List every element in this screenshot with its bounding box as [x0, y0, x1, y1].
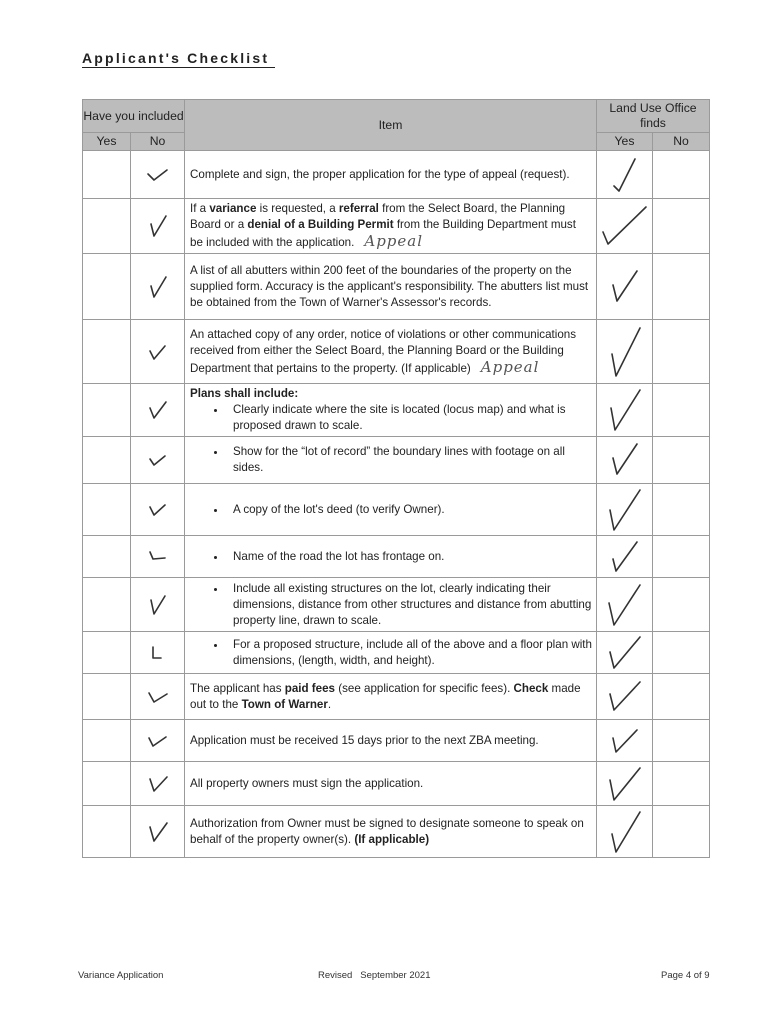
list-item: • Show for the “lot of record” the boundary lines with footage on all sides.	[227, 444, 592, 476]
applicant-yes-cell[interactable]	[83, 536, 131, 578]
checkmark-icon	[145, 549, 171, 563]
table-row	[83, 674, 710, 720]
table-row	[83, 151, 710, 199]
item-text	[185, 632, 597, 674]
applicant-yes-cell[interactable]	[83, 806, 131, 858]
applicant-no-cell[interactable]	[131, 254, 185, 320]
checkmark-icon	[604, 486, 646, 534]
item-text: Complete and sign, the proper application for the type of appeal (request).	[185, 151, 597, 199]
office-no-cell[interactable]	[653, 806, 710, 858]
table-row	[83, 720, 710, 762]
checkmark-icon	[145, 212, 171, 240]
checkmark-icon	[604, 678, 646, 716]
checkmark-icon	[145, 592, 171, 618]
table-row	[83, 384, 710, 437]
table-row	[83, 632, 710, 674]
checkmark-icon	[605, 440, 645, 480]
office-yes-cell[interactable]	[597, 254, 653, 320]
checkmark-icon	[604, 634, 646, 672]
list-item: • Include all existing structures on the lot, clearly indicating their dimensions, distance from other structures and distance from abutting property line, drawn to scale.	[227, 581, 592, 629]
plans-heading: Plans shall include:	[190, 387, 299, 400]
item-text	[185, 437, 597, 484]
footer-revised: Revised September 2021	[318, 970, 431, 981]
item-text: The applicant has paid fees (see application for specific fees). Check made out to the Town of Warner.	[185, 674, 597, 720]
applicant-yes-cell[interactable]	[83, 674, 131, 720]
office-no-cell[interactable]	[653, 720, 710, 762]
applicant-no-cell[interactable]	[131, 484, 185, 536]
handwritten-note: Appeal	[480, 357, 540, 376]
applicant-yes-cell[interactable]	[83, 762, 131, 806]
list-item: • A copy of the lot's deed (to verify Owner).	[227, 502, 592, 518]
office-no-cell[interactable]	[653, 674, 710, 720]
office-no-cell[interactable]	[653, 384, 710, 437]
checkmark-icon	[604, 764, 646, 804]
checkmark-icon	[607, 726, 643, 756]
applicant-no-cell[interactable]	[131, 806, 185, 858]
applicant-no-cell[interactable]	[131, 320, 185, 384]
applicant-yes-cell[interactable]	[83, 151, 131, 199]
checkmark-icon	[145, 273, 171, 301]
checkmark-icon	[145, 732, 171, 750]
office-yes-cell[interactable]	[597, 762, 653, 806]
checkmark-icon	[145, 644, 171, 662]
office-no-cell[interactable]	[653, 151, 710, 199]
office-yes-cell[interactable]	[597, 720, 653, 762]
table-row	[83, 806, 710, 858]
table-row	[83, 199, 710, 254]
checkmark-icon	[145, 165, 171, 185]
table-row	[83, 484, 710, 536]
office-no-cell[interactable]	[653, 254, 710, 320]
item-text: A list of all abutters within 200 feet of the boundaries of the property on the supplied form. Accuracy is the applicant's responsibility. The abutters list must be obtained from the Town of Warner's Assessor's records.	[185, 254, 597, 320]
item-text: Authorization from Owner must be signed to designate someone to speak on behalf of the property owner(s). (If applicable)	[185, 806, 597, 858]
office-yes-cell[interactable]	[597, 536, 653, 578]
applicant-yes-cell[interactable]	[83, 384, 131, 437]
checkmark-icon	[145, 688, 171, 706]
table-row	[83, 762, 710, 806]
checkmark-icon	[145, 501, 171, 519]
office-yes-cell[interactable]	[597, 806, 653, 858]
checkmark-icon	[145, 451, 171, 469]
item-text	[185, 484, 597, 536]
office-no-cell[interactable]	[653, 320, 710, 384]
applicant-no-cell[interactable]	[131, 199, 185, 254]
office-no-cell[interactable]	[653, 762, 710, 806]
footer-doc-name: Variance Application	[78, 970, 164, 981]
applicant-no-cell[interactable]	[131, 384, 185, 437]
footer-page-number: Page 4 of 9	[661, 970, 710, 981]
table-row	[83, 578, 710, 632]
office-yes-cell[interactable]	[597, 484, 653, 536]
header-land-use-office-finds: Land Use Office finds	[597, 100, 710, 133]
office-yes-cell[interactable]	[597, 437, 653, 484]
header-office-no: No	[653, 133, 710, 151]
checkmark-icon	[145, 773, 171, 795]
applicant-no-cell[interactable]	[131, 674, 185, 720]
applicant-no-cell[interactable]	[131, 151, 185, 199]
item-text: Application must be received 15 days prior to the next ZBA meeting.	[185, 720, 597, 762]
checkmark-icon	[605, 539, 645, 575]
checkmark-icon	[604, 386, 646, 434]
list-item: • Clearly indicate where the site is located (locus map) and what is proposed drawn to scale.	[227, 402, 592, 434]
handwritten-note: Appeal	[364, 232, 424, 250]
item-text: If a variance is requested, a referral from the Select Board, the Planning Board or a denial of a Building Permit from the Building Department must be included with the application. Appeal	[185, 199, 597, 254]
office-no-cell[interactable]	[653, 484, 710, 536]
office-yes-cell[interactable]	[597, 674, 653, 720]
item-text	[185, 536, 597, 578]
table-row	[83, 536, 710, 578]
checkmark-icon	[145, 819, 171, 845]
checkmark-icon	[145, 398, 171, 422]
office-yes-cell[interactable]	[597, 578, 653, 632]
checkmark-icon	[604, 808, 646, 856]
applicant-no-cell[interactable]	[131, 536, 185, 578]
office-yes-cell[interactable]	[597, 632, 653, 674]
applicant-yes-cell[interactable]	[83, 254, 131, 320]
applicant-yes-cell[interactable]	[83, 484, 131, 536]
item-text	[185, 578, 597, 632]
checkmark-icon	[605, 267, 645, 307]
header-have-you-included: Have you included	[83, 100, 185, 133]
item-text	[185, 384, 597, 437]
header-office-yes: Yes	[597, 133, 653, 151]
office-yes-cell[interactable]	[597, 151, 653, 199]
office-no-cell[interactable]	[653, 578, 710, 632]
checkmark-icon	[600, 204, 650, 248]
header-applicant-yes: Yes	[83, 133, 131, 151]
office-yes-cell[interactable]	[597, 320, 653, 384]
list-item: • Name of the road the lot has frontage on.	[227, 549, 592, 565]
applicant-yes-cell[interactable]	[83, 632, 131, 674]
checkmark-icon	[604, 581, 646, 629]
applicant-no-cell[interactable]	[131, 578, 185, 632]
table-row	[83, 254, 710, 320]
applicant-no-cell[interactable]	[131, 720, 185, 762]
checkmark-icon	[605, 155, 645, 195]
office-yes-cell[interactable]	[597, 384, 653, 437]
office-no-cell[interactable]	[653, 437, 710, 484]
applicant-no-cell[interactable]	[131, 437, 185, 484]
office-no-cell[interactable]	[653, 199, 710, 254]
applicant-yes-cell[interactable]	[83, 720, 131, 762]
item-text: An attached copy of any order, notice of violations or other communications received from either the Select Board, the Planning Board or the Building Department that pertains to the property. (If applicable) Appeal	[185, 320, 597, 384]
office-yes-cell[interactable]	[597, 199, 653, 254]
header-applicant-no: No	[131, 133, 185, 151]
applicant-yes-cell[interactable]	[83, 199, 131, 254]
office-no-cell[interactable]	[653, 536, 710, 578]
applicant-yes-cell[interactable]	[83, 437, 131, 484]
applicant-yes-cell[interactable]	[83, 320, 131, 384]
checklist-table	[82, 99, 710, 858]
applicant-yes-cell[interactable]	[83, 578, 131, 632]
checkmark-icon	[604, 324, 646, 380]
item-text: All property owners must sign the application.	[185, 762, 597, 806]
page-title: Applicant's Checklist	[82, 50, 275, 68]
applicant-no-cell[interactable]	[131, 632, 185, 674]
list-item: • For a proposed structure, include all of the above and a floor plan with dimensions, (length, width, and height).	[227, 637, 592, 669]
header-item: Item	[185, 100, 597, 151]
applicant-no-cell[interactable]	[131, 762, 185, 806]
table-row	[83, 437, 710, 484]
table-row	[83, 320, 710, 384]
checkmark-icon	[145, 341, 171, 363]
office-no-cell[interactable]	[653, 632, 710, 674]
